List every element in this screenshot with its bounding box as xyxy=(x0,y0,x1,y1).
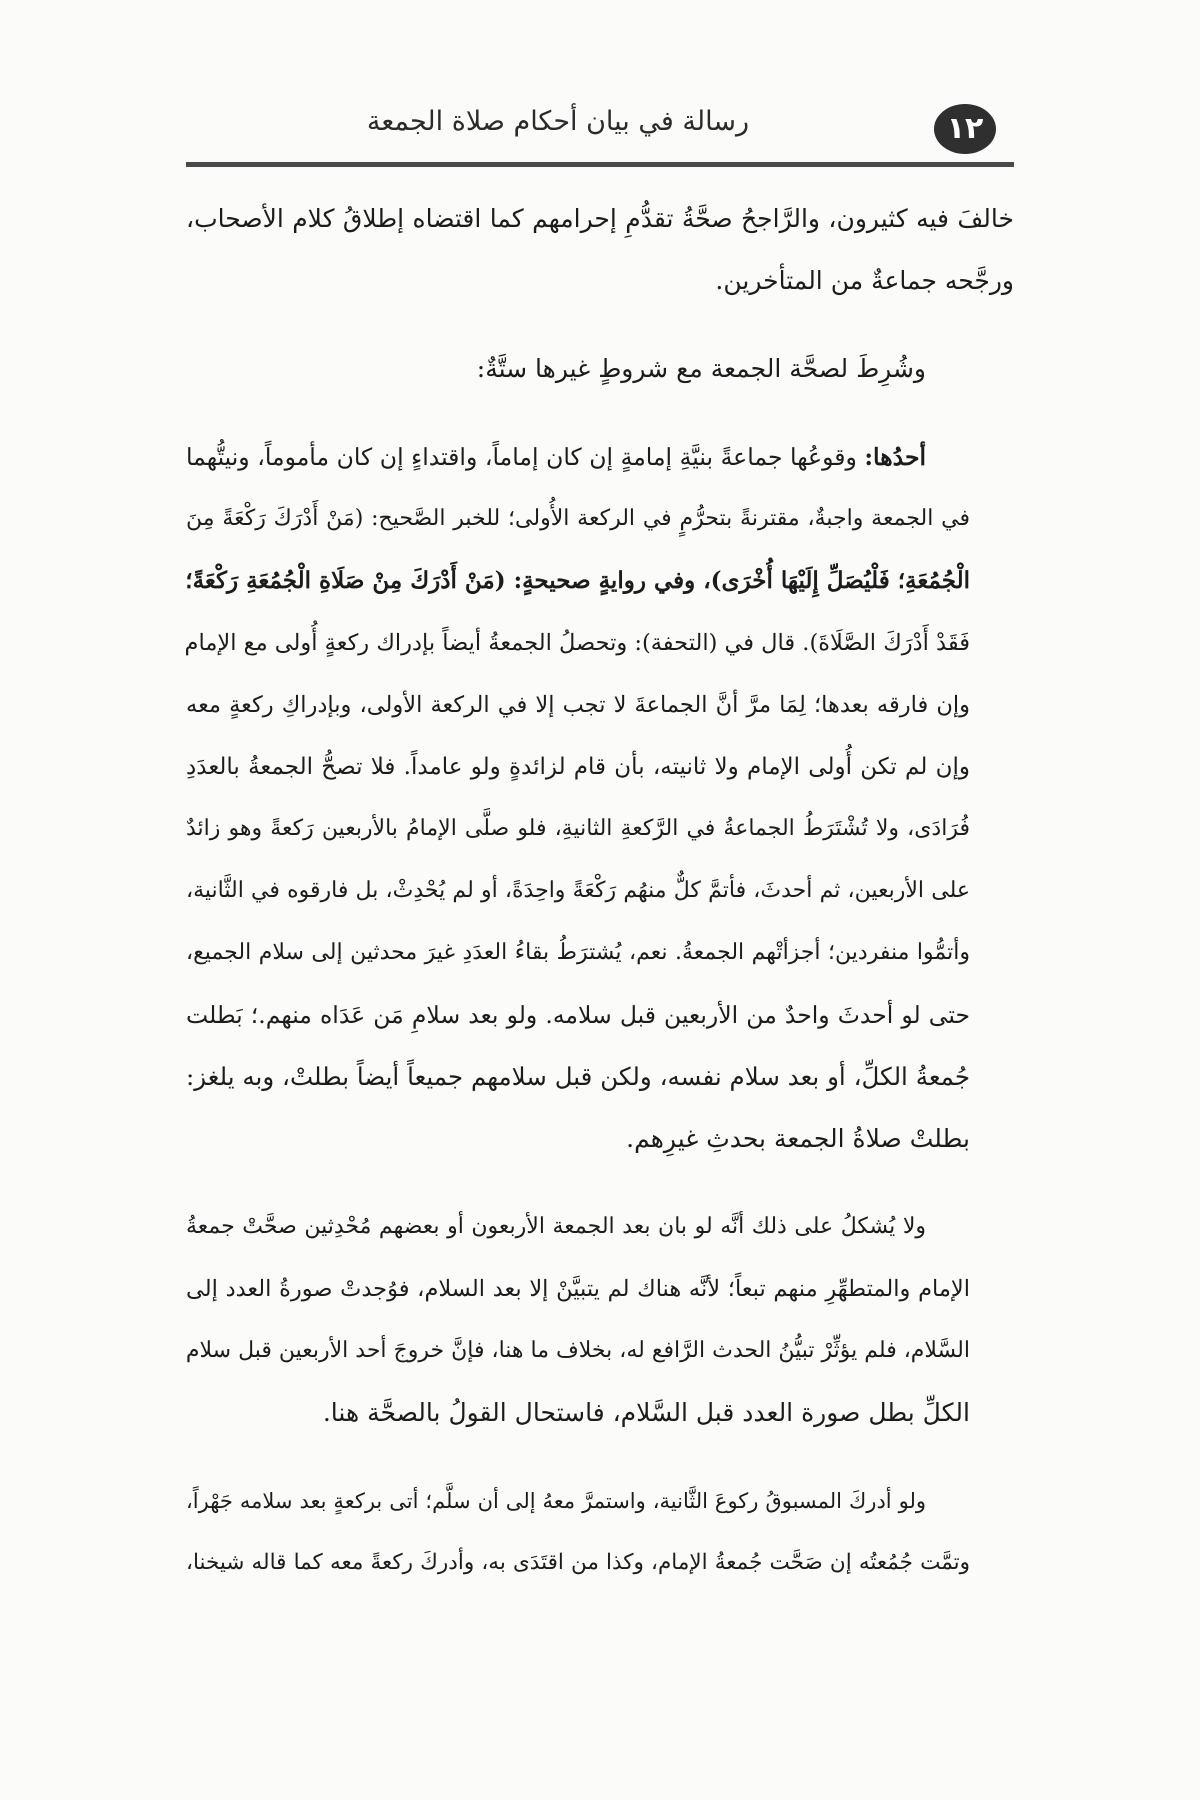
paragraph xyxy=(186,1196,1014,1444)
text-line: فُرَادَى، ولا تُشْتَرَطُ الجماعةُ في الرَّكعةِ الثانيةِ، فلو صلَّى الإمامُ بالأربعين رَكعةً وهو زائدٌ xyxy=(186,816,970,841)
text-line: وشُرِطَ لصحَّة الجمعة مع شروطٍ غيرها ستَّةٌ: xyxy=(476,354,926,383)
text-line: في الجمعة واجبةٌ، مقترنةً بتحرُّمٍ في الركعة الأُولى؛ للخبر الصَّحيح: (مَنْ أَدْرَكَ رَكْعَةً مِنَ xyxy=(186,506,970,531)
text-line xyxy=(186,426,1014,488)
body-text xyxy=(186,188,1014,1620)
text-line: وإن لم تكن أُولى الإمام ولا ثانيته، بأن قام لزائدةٍ ولو عامداً. فلا تصحُّ الجمعةُ بالعدَدِ xyxy=(186,754,970,780)
text-line: الْجُمُعَةِ؛ فَلْيُصَلِّ إِلَيْهَا أُخْرَى)، وفي روايةٍ صحيحةٍ: (مَنْ أَدْرَكَ مِنْ صَلَاةِ الْجُمُعَةِ رَكْعَةً؛ xyxy=(185,567,970,594)
text-line: وتمَّت جُمُعتُه إن صَحَّت جُمعةُ الإمام، وكذا من اقتَدَى به، وأدركَ ركعةً معه كما قاله شيخنا، xyxy=(186,1550,970,1575)
text-line: ورجَّحه جماعةٌ من المتأخرين. xyxy=(715,266,1014,295)
text-line: ولو أدركَ المسبوقُ ركوعَ الثَّانية، واستمرَّ معهُ إلى أن سلَّم؛ أتى بركعةٍ بعد سلامه جَهْراً، xyxy=(186,1489,926,1513)
paragraph-lead: أحدُها: xyxy=(864,443,926,471)
text-line: الكلِّ بطل صورة العدد قبل السَّلام، فاستحال القولُ بالصحَّة هنا. xyxy=(322,1398,970,1427)
page-header xyxy=(186,96,1014,162)
text-line: الإمام والمتطهِّرِ منهم تبعاً؛ لأنَّه هناك لم يتبيَّنْ إلا بعد السلام، فوُجدتْ صورةُ العدد إلى xyxy=(186,1276,970,1302)
text-line: بطلتْ صلاةُ الجمعة بحدثِ غيرِهم. xyxy=(626,1124,970,1153)
paragraph xyxy=(186,338,1014,400)
text-line: ولا يُشكلُ على ذلك أنَّه لو بان بعد الجمعة الأربعون أو بعضهم مُحْدِثين صحَّتْ جمعةُ xyxy=(186,1214,926,1239)
header-divider xyxy=(186,162,1014,167)
text-line: وإن فارقه بعدها؛ لِمَا مرَّ أنَّ الجماعةَ لا تجب إلا في الركعة الأولى، وبإدراكِ ركعةٍ معه xyxy=(186,692,970,718)
paragraph xyxy=(186,188,1014,312)
paragraph xyxy=(186,426,1014,1170)
text-run: وقوعُها جماعةً بنيَّةِ إمامةٍ إن كان إماماً، واقتداءٍ إن كان مأموماً، ونيتُّهما xyxy=(186,443,865,471)
text-line: فَقَدْ أَدْرَكَ الصَّلَاةَ). قال في (التحفة): وتحصلُ الجمعةُ أيضاً بإدراك ركعةٍ أُولى مع الإمام xyxy=(184,630,970,656)
text-line: خالفَ فيه كثيرون، والرَّاجحُ صحَّةُ تقدُّمِ إحرامهم كما اقتضاه إطلاقُ كلام الأصحاب، xyxy=(186,204,1014,233)
text-line: وأتمُّوا منفردين؛ أجزأتْهم الجمعةُ. نعم، يُشترَطُ بقاءُ العدَدِ غيرَ محدثين إلى سلام الجميع، xyxy=(186,940,970,965)
text-line: حتى لو أحدثَ واحدٌ من الأربعين قبل سلامه. ولو بعد سلامِ مَن عَدَاه منهم.؛ بَطلت xyxy=(186,1001,970,1029)
page-number-badge: ١٢ xyxy=(934,104,996,154)
text-line: جُمعةُ الكلِّ، أو بعد سلام نفسه، ولكن قبل سلامهم جميعاً أيضاً بطلتْ، وبه يلغز: xyxy=(186,1062,970,1091)
text-line: السَّلام، فلم يؤثِّرْ تبيُّنُ الحدث الرَّافع له، بخلاف ما هنا، فإنَّ خروجَ أحد الأربعين قبل سلام xyxy=(185,1338,970,1363)
paragraph xyxy=(186,1470,1014,1594)
running-title: رسالة في بيان أحكام صلاة الجمعة xyxy=(366,106,749,137)
text-line: على الأربعين، ثم أحدثَ، فأتمَّ كلٌّ منهُم رَكْعَةً واحِدَةً، أو لم يُحْدِثْ، بل فارقوه في الثَّانية، xyxy=(186,878,970,903)
